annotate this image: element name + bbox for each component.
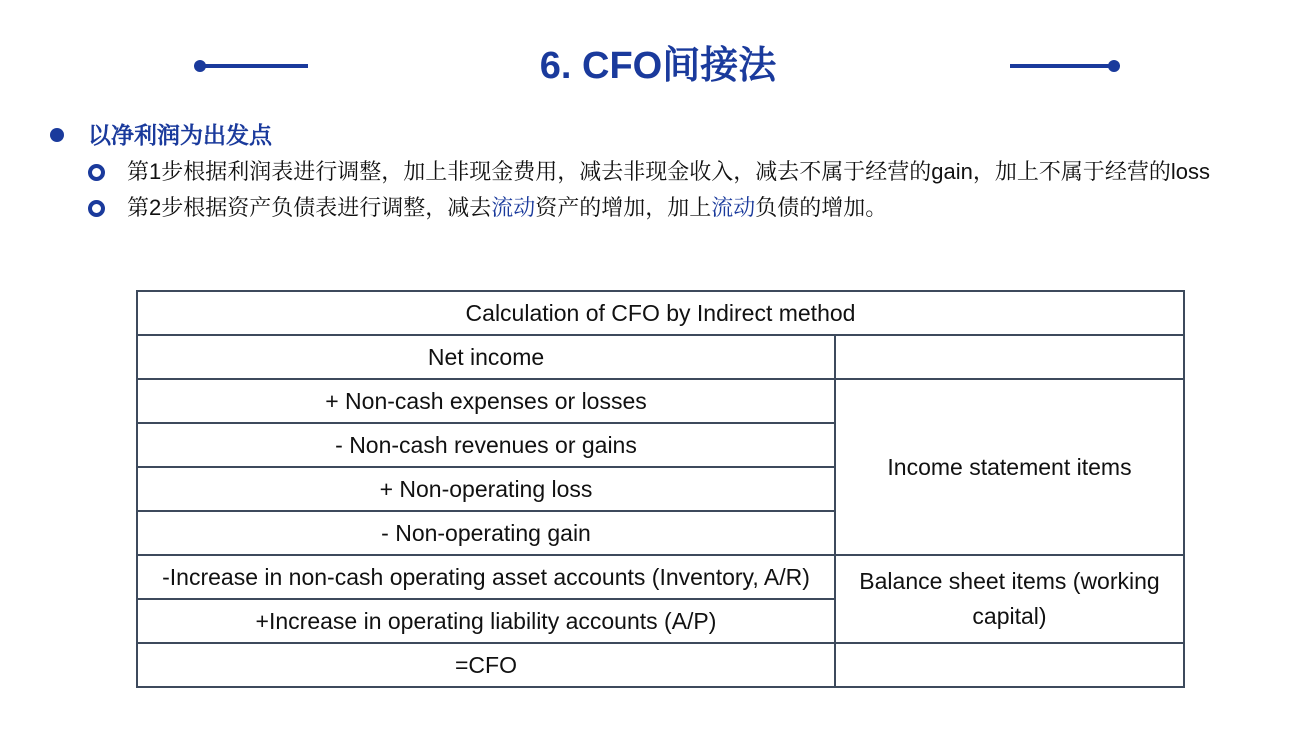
table-header-row <box>137 291 1184 335</box>
step-2-text-start: 第2步根据资产负债表进行调整，减去 <box>127 195 492 220</box>
step-2-highlight-current-2: 流动 <box>711 195 756 220</box>
table-row <box>137 643 1184 687</box>
empty-cell <box>835 335 1184 379</box>
step-item-2 <box>48 190 1268 226</box>
table-row <box>137 379 1184 423</box>
page-title: 6. CFO间接法 <box>539 45 777 87</box>
table-header: Calculation of CFO by Indirect method <box>137 291 1184 335</box>
row-asset-increase: -Increase in non-cash operating asset accounts (Inventory, A/R) <box>137 555 835 599</box>
ring-bullet-icon <box>88 200 105 217</box>
title-decoration-dot-right <box>1108 60 1120 72</box>
cfo-indirect-table <box>136 290 1185 688</box>
empty-cell <box>835 643 1184 687</box>
ring-bullet-icon <box>88 164 105 181</box>
step-2-text-middle: 资产的增加，加上 <box>535 195 712 220</box>
row-non-cash-expenses: + Non-cash expenses or losses <box>137 379 835 423</box>
step-1-text: 第1步根据利润表进行调整，加上非现金费用，减去非现金收入，减去不属于经营的gain，加上不属于经营的loss <box>127 159 1210 184</box>
table-row <box>137 335 1184 379</box>
step-item-1 <box>48 154 1268 190</box>
group-income-statement: Income statement items <box>835 379 1184 555</box>
title-bar <box>0 40 1316 92</box>
row-liability-increase: +Increase in operating liability accounts (A/P) <box>137 599 835 643</box>
step-2-text-end: 负债的增加。 <box>755 195 888 220</box>
row-cfo-total: =CFO <box>137 643 835 687</box>
group-balance-sheet: Balance sheet items (working capital) <box>835 555 1184 643</box>
main-bullet-text: 以净利润为出发点 <box>88 122 272 148</box>
step-list <box>48 154 1268 226</box>
row-non-operating-loss: + Non-operating loss <box>137 467 835 511</box>
row-net-income: Net income <box>137 335 835 379</box>
filled-bullet-icon <box>50 128 64 142</box>
row-non-operating-gain: - Non-operating gain <box>137 511 835 555</box>
title-decoration-right <box>1010 64 1118 68</box>
step-2-highlight-current: 流动 <box>491 195 536 220</box>
bullet-section <box>48 118 1268 226</box>
table-row <box>137 555 1184 599</box>
row-non-cash-revenues: - Non-cash revenues or gains <box>137 423 835 467</box>
main-bullet <box>48 118 1268 152</box>
